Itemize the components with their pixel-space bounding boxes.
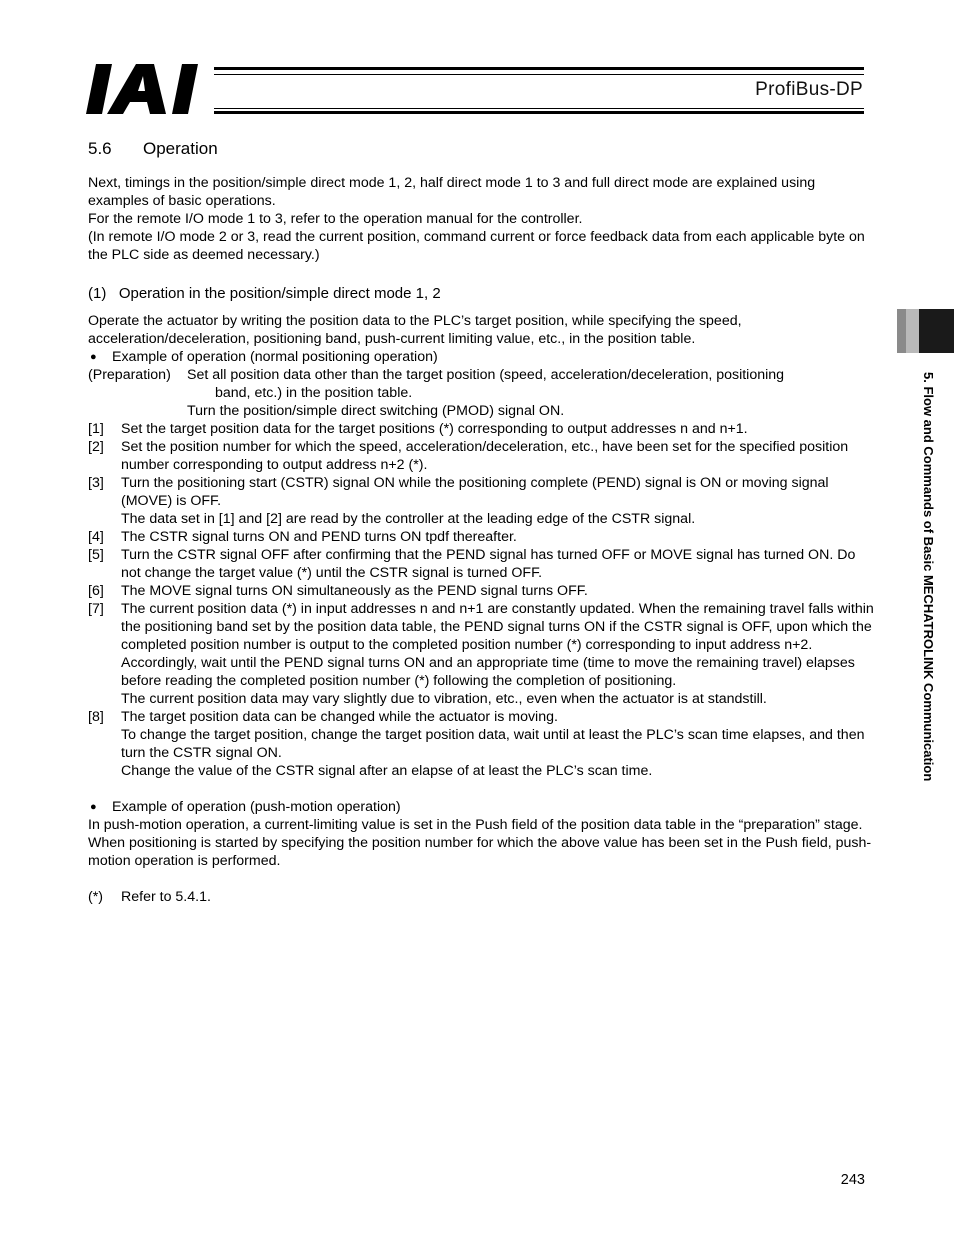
footnote <box>88 888 874 906</box>
step-text: The CSTR signal turns ON and PEND turns ON tpdf thereafter. <box>121 529 517 545</box>
step-item <box>88 546 874 582</box>
step-label: [6] <box>88 583 104 599</box>
step-text: The target position data can be changed while the actuator is moving. <box>121 709 558 725</box>
step-text: Turn the CSTR signal OFF after confirming that the PEND signal has turned OFF or MOVE signal has turned ON. Do not change the target value (*) until the CSTR signal is turned OFF. <box>121 547 856 581</box>
step-text: Set the position number for which the speed, acceleration/deceleration, etc., have been set for the specified position number corresponding to output address n+2 (*). <box>121 439 849 473</box>
step-text: The MOVE signal turns ON simultaneously as the PEND signal turns OFF. <box>121 583 588 599</box>
push-paragraph: In push-motion operation, a current-limiting value is set in the Push field of the position data table in the “preparation” stage. <box>88 817 863 833</box>
header-rule-top-thin <box>214 74 864 75</box>
product-name: ProfiBus-DP <box>755 79 863 100</box>
step-label: [1] <box>88 421 104 437</box>
preparation-label: (Preparation) <box>88 367 171 383</box>
preparation-row <box>88 366 874 384</box>
step-text: Change the value of the CSTR signal after an elapse of at least the PLC’s scan time. <box>121 763 653 779</box>
push-paragraph: When positioning is started by specifying the position number for which the above value has been set in the Push field, push-motion operation is performed. <box>88 835 872 869</box>
chapter-tab-shade-2 <box>906 309 919 353</box>
chapter-tab-shade-1 <box>897 309 906 353</box>
section-number: 5.6 <box>88 139 112 158</box>
preparation-text: Set all position data other than the target position (speed, acceleration/deceleration, positioning <box>187 367 785 383</box>
step-label: [7] <box>88 601 104 617</box>
chapter-side-label: 5. Flow and Commands of Basic MECHATROLINK Communication <box>921 372 936 782</box>
section-heading <box>88 138 874 160</box>
step-label: [2] <box>88 439 104 455</box>
header-rule-top <box>214 67 864 70</box>
intro-paragraph: Next, timings in the position/simple direct mode 1, 2, half direct mode 1 to 3 and full direct mode are explained using examples of basic operations. <box>88 175 816 209</box>
page-number: 243 <box>840 1172 865 1188</box>
step-item <box>88 600 874 708</box>
step-label: [8] <box>88 709 104 725</box>
step-label: [5] <box>88 547 104 563</box>
iai-logo <box>86 64 204 114</box>
step-text: Turn the positioning start (CSTR) signal ON while the positioning complete (PEND) signal is ON or moving signal (MOVE) is OFF. <box>121 475 829 509</box>
step-item <box>88 528 874 546</box>
step-item <box>88 438 874 474</box>
footnote-label: (*) <box>88 889 103 905</box>
step-item <box>88 708 874 780</box>
header-rule-bottom <box>214 111 864 114</box>
step-label: [3] <box>88 475 104 491</box>
chapter-tab <box>919 309 954 353</box>
step-item <box>88 420 874 438</box>
section-title: Operation <box>143 139 218 158</box>
footnote-text: Refer to 5.4.1. <box>121 889 211 905</box>
intro-paragraph: (In remote I/O mode 2 or 3, read the current position, command current or force feedback data from each applicable byte on the PLC side as deemed necessary.) <box>88 229 865 263</box>
subsection-paragraph: Operate the actuator by writing the position data to the PLC’s target position, while specifying the speed, acceleration/deceleration, positioning band, push-current limiting value, etc., in the position table. <box>88 313 742 347</box>
step-text: The current position data may vary slightly due to vibration, etc., even when the actuator is at standstill. <box>121 691 767 707</box>
step-list <box>88 420 874 780</box>
step-text: To change the target position, change the target position data, wait until at least the PLC’s scan time elapses, and then turn the CSTR signal ON. <box>121 727 865 761</box>
page-content <box>88 138 874 906</box>
step-item <box>88 474 874 528</box>
step-text: Set the target position data for the target positions (*) corresponding to output addresses n and n+1. <box>121 421 748 437</box>
preparation-text-2: band, etc.) in the position table. <box>215 385 413 401</box>
preparation-continuation <box>88 402 874 420</box>
intro-paragraph: For the remote I/O mode 1 to 3, refer to the operation manual for the controller. <box>88 211 583 227</box>
preparation-continuation <box>88 384 874 402</box>
step-text: Accordingly, wait until the PEND signal turns ON and an appropriate time (time to move the remaining travel) elapses before reading the completed position number (*) following the completion of positioning. <box>121 655 855 689</box>
header-rule-bottom-thin <box>214 108 864 109</box>
step-text: The current position data (*) in input addresses n and n+1 are constantly updated. When the remaining travel falls within the positioning band set by the position data table, the PEND signal turns ON if the CSTR signal is OFF, upon which the completed position number is output to the completed position number (*) corresponding to input address n+2. <box>121 601 874 653</box>
step-item <box>88 582 874 600</box>
step-text: The data set in [1] and [2] are read by the controller at the leading edge of the CSTR signal. <box>121 511 696 527</box>
example-heading-normal: ● Example of operation (normal positioning operation) <box>88 348 874 366</box>
preparation-text-3: Turn the position/simple direct switching (PMOD) signal ON. <box>187 403 565 419</box>
step-label: [4] <box>88 529 104 545</box>
subsection-heading: (1) Operation in the position/simple direct mode 1, 2 <box>88 285 441 302</box>
example-heading-push: ● Example of operation (push-motion operation) <box>88 798 874 816</box>
